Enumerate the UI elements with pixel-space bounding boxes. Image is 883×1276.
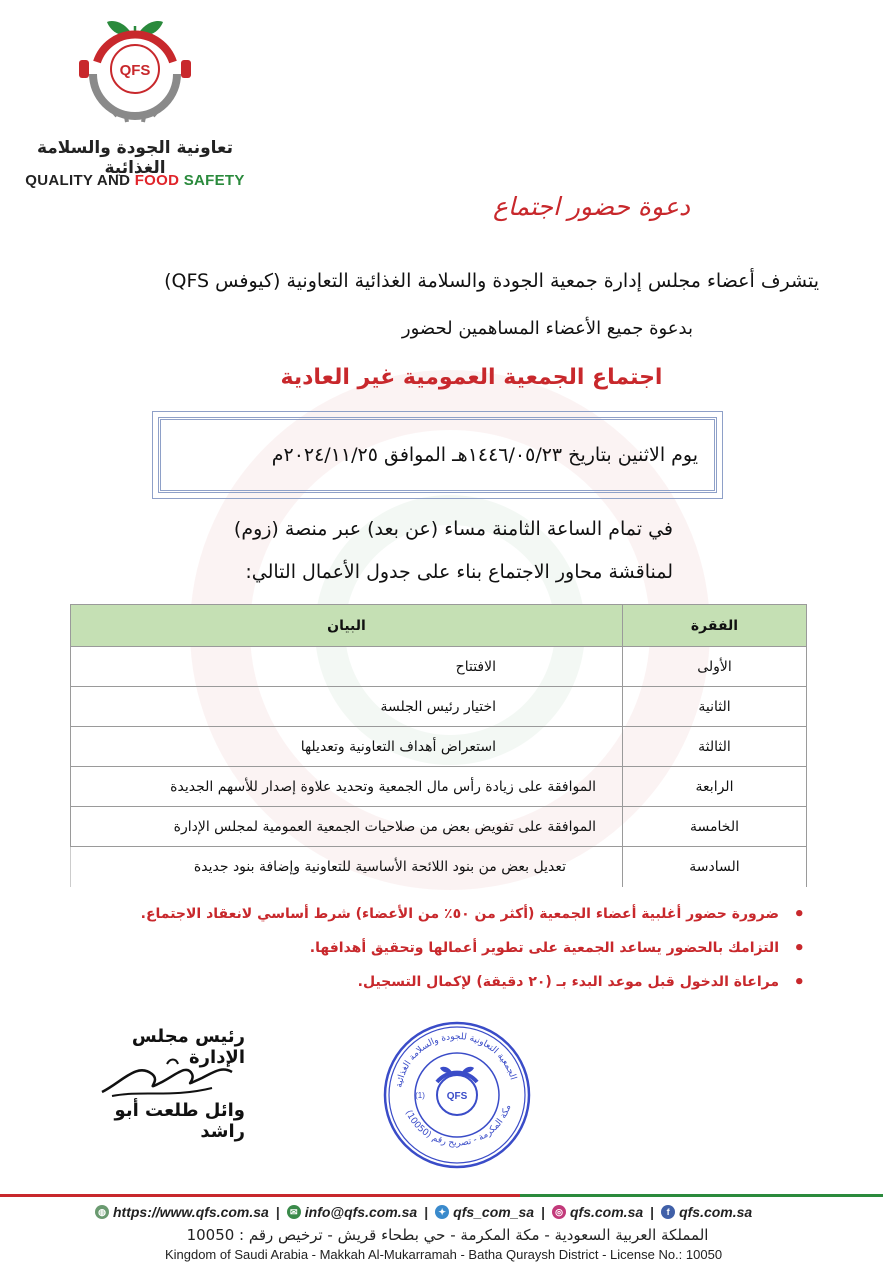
agenda-item-ordinal: الثانية (623, 687, 807, 727)
agenda-item-ordinal: السادسة (623, 847, 807, 887)
agenda-item-ordinal: الأولى (623, 647, 807, 687)
instagram-link[interactable]: qfs.com.sa (570, 1204, 644, 1220)
logo-en-part1: QUALITY AND (25, 172, 135, 189)
logo-en-part3: SAFETY (183, 172, 245, 189)
facebook-icon: f (661, 1205, 675, 1219)
invitation-line-2: بدعوة جميع الأعضاء المساهمين لحضور (401, 318, 693, 339)
meeting-time: في تمام الساعة الثامنة مساء (عن بعد) عبر منصة (زوم) (233, 518, 673, 540)
handwritten-signature (92, 1052, 242, 1102)
table-row (71, 847, 807, 887)
website-link[interactable]: https://www.qfs.com.sa (113, 1204, 269, 1220)
separator: | (275, 1204, 280, 1220)
facebook-link[interactable]: qfs.com.sa (679, 1204, 753, 1220)
address-arabic-text: المملكة العربية السعودية - مكة المكرمة - حي بطحاء قريش - ترخيص رقم : 10050 (186, 1226, 709, 1244)
address-arabic (0, 1226, 883, 1244)
logo-arabic-name: تعاونية الجودة والسلامة الغذائية (36, 138, 234, 178)
agenda-header-row (71, 605, 807, 647)
date-box (152, 411, 723, 499)
agenda-item-statement: الموافقة على زيادة رأس مال الجمعية وتحديد علاوة إصدار للأسهم الجديدة (71, 767, 623, 807)
agenda-item-ordinal: الخامسة (623, 807, 807, 847)
meeting-title-text: اجتماع الجمعية العمومية غير العادية (280, 365, 663, 390)
table-row (71, 807, 807, 847)
signature-name: وائل طلعت أبو راشد (114, 1100, 245, 1142)
qfs-emblem-text: QFS (119, 62, 151, 79)
invitation-title-text: دعوة حضور اجتماع (492, 192, 690, 221)
email-icon: ✉ (287, 1205, 301, 1219)
address-english (0, 1247, 883, 1262)
list-item: • ضرورة حضور أغلبية أعضاء الجمعية (أكثر من ٥٠٪ من الأعضاء) شرط أساسي لانعقاد الاجتماع. (141, 906, 805, 922)
stamp-number: (1) (415, 1091, 425, 1100)
agenda-item-statement: الموافقة على تفويض بعض من صلاحيات الجمعية العمومية لمجلس الإدارة (71, 807, 623, 847)
agenda-item-ordinal: الثالثة (623, 727, 807, 767)
twitter-link[interactable]: qfs_com_sa (453, 1204, 535, 1220)
contact-bar (95, 1201, 765, 1223)
signature-title: رئيس مجلس الإدارة (131, 1026, 245, 1068)
separator: | (424, 1204, 429, 1220)
svg-text:الجمعية التعاونية للجودة والسل (394, 1032, 517, 1089)
logo-en-part2: FOOD (134, 172, 184, 189)
agenda-item-statement: تعديل بعض من بنود اللائحة الأساسية للتعاونية وإضافة بنود جديدة (71, 847, 623, 887)
notes-list (141, 906, 805, 1008)
stamp-emblem-text: QFS (446, 1091, 468, 1102)
instagram-icon: ◎ (552, 1205, 566, 1219)
globe-icon: ◍ (95, 1205, 109, 1219)
invitation-line-1: يتشرف أعضاء مجلس إدارة جمعية الجودة والسلامة الغذائية التعاونية (كيوفس QFS) (164, 270, 819, 292)
agenda-item-statement: استعراض أهداف التعاونية وتعديلها (71, 727, 623, 767)
table-row (71, 727, 807, 767)
list-item: • التزامك بالحضور يساعد الجمعية على تطوير أعمالها وتحقيق أهدافها. (141, 940, 805, 956)
logo-english-name (20, 172, 250, 189)
agenda-header-item: الفقرة (623, 605, 807, 647)
email-link[interactable]: info@qfs.com.sa (304, 1204, 418, 1220)
official-stamp (382, 1020, 532, 1170)
separator: | (650, 1204, 655, 1220)
footer-divider (0, 1193, 883, 1199)
separator: | (541, 1204, 545, 1220)
agenda-intro: لمناقشة محاور الاجتماع بناء على جدول الأعمال التالي: (245, 561, 673, 583)
agenda-item-statement: اختيار رئيس الجلسة (71, 687, 623, 727)
stamp-bottom-text: مكة المكرمة - تصريح رقم (10050) (402, 1103, 514, 1149)
qfs-logo (20, 12, 250, 197)
table-row (71, 687, 807, 727)
list-item: • مراعاة الدخول قبل موعد البدء بـ (٢٠ دقيقة) لإكمال التسجيل. (141, 974, 805, 990)
agenda-table (70, 604, 807, 887)
invitation-title (0, 192, 883, 221)
agenda-item-statement: الافتتاح (71, 647, 623, 687)
agenda-item-ordinal: الرابعة (623, 767, 807, 807)
meeting-date: يوم الاثنين بتاريخ ١٤٤٦/٠٥/٢٣هـ الموافق ٢٠٢٤/١١/٢٥م (271, 444, 698, 466)
date-box-inner (158, 417, 717, 493)
twitter-icon: ✦ (435, 1205, 449, 1219)
stamp-ring-text: الجمعية التعاونية للجودة والسلامة الغذائية (394, 1031, 518, 1089)
agenda-header-statement: البيان (71, 605, 623, 647)
meeting-title (0, 365, 883, 390)
table-row (71, 767, 807, 807)
table-row (71, 647, 807, 687)
qfs-emblem-icon (75, 12, 195, 127)
address-english-text: Kingdom of Saudi Arabia - Makkah Al-Mukarramah - Batha Quraysh District - License No.: 10050 (164, 1247, 723, 1262)
